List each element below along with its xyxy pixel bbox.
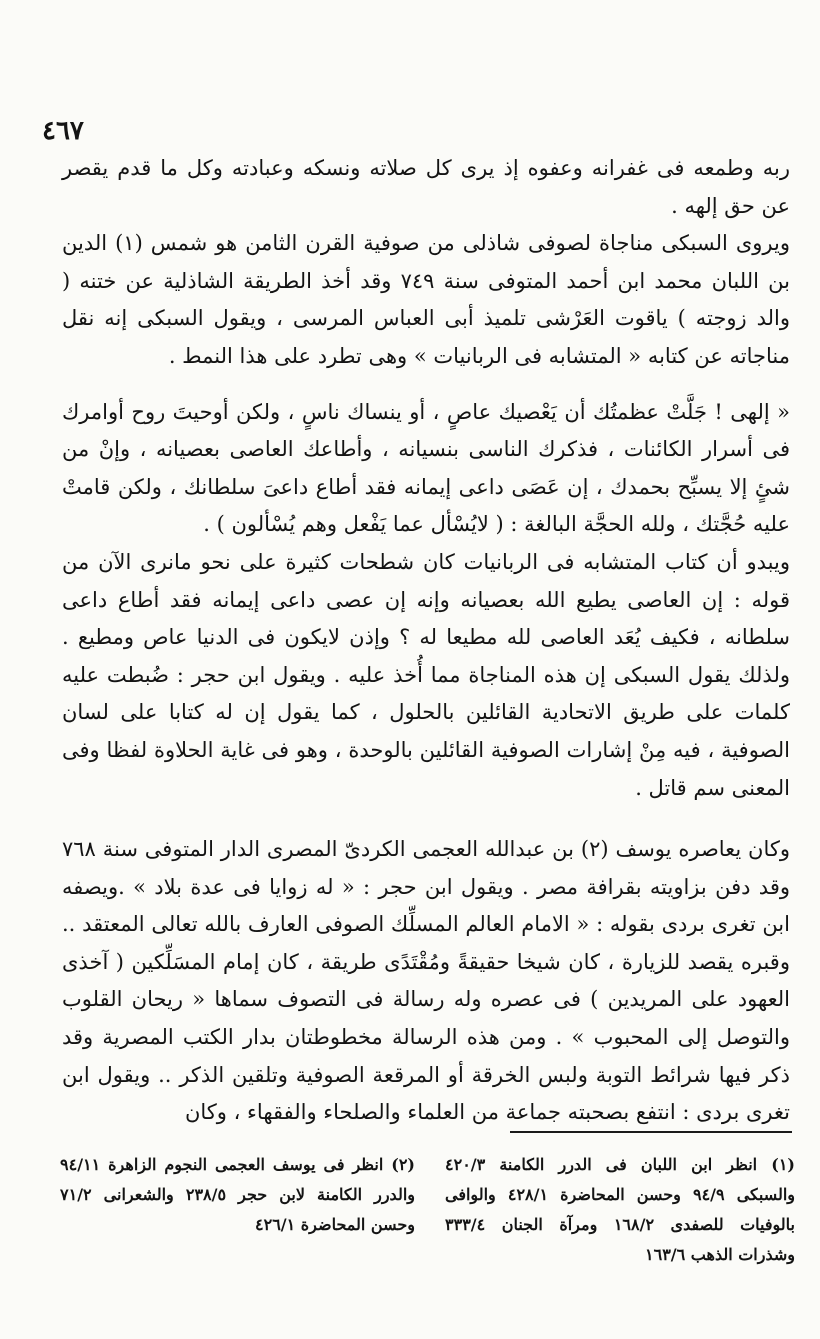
paragraph: « إلهى ! جَلَّتْ عظمتُك أن يَعْصيك عاصٍ ، أو ينساك ناسٍ ، ولكن أوحيتَ روح أوامرك فى أسرار الكائنات ، فذكرك الناسى بنسيانه ، وأطاعك العاصى بعصيانه ، وإنْ من شئٍ إلا يسبِّح بحمدك ، إن عَصَى داعى إيمانه فقد أطاع داعىَ سلطانك ، ولكن قامتْ عليه حُجَّتك ، ولله الحجَّة البالغة : ( لايُسْأل عما يَفْعل وهم يُسْألون ) .: [62, 399, 790, 537]
paragraph: وكان يعاصره يوسف (٢) بن عبدالله العجمى الكردىّ المصرى الدار المتوفى سنة ٧٦٨ وقد دفن بزاويته بقرافة مصر . ويقول ابن حجر : « له زوايا فى عدة بلاد » .ويصفه ابن تغرى بردى بقوله : « الامام العالم المسلِّك الصوفى العارف بالله تعالى المعتقد .. وقبره يقصد للزيارة ، كان شيخا حقيقةً ومُقْتَدًى طريقة ، كان إمام المسَلِّكين ( آخذى العهود على المريدين ) فى عصره وله رسالة فى التصوف سماها « ريحان القلوب والتوصل إلى المحبوب » . ومن هذه الرسالة مخطوطتان بدار الكتب المصرية وقد ذكر فيها شرائط التوبة ولبس الخرقة أو المرقعة الصوفية وتلقين الذكر .. ويقول ابن تغرى بردى : انتفع بصحبته جماعة من العلماء والصلحاء والفقهاء ، وكان: [62, 837, 791, 1125]
footnote-1: [445, 1150, 795, 1270]
main-text: [62, 150, 790, 1132]
paragraph: ربه وطمعه فى غفرانه وعفوه إذ يرى كل صلاته ونسكه وعبادته وكل ما قدم يقصر عن حق إلهه .: [62, 156, 790, 218]
footnote-2: [60, 1150, 415, 1240]
paragraph: ويروى السبكى مناجاة لصوفى شاذلى من صوفية القرن الثامن هو شمس (١) الدين بن اللبان محمد ابن أحمد المتوفى سنة ٧٤٩ وقد أخذ الطريقة الشاذلية عن ختنه ( والد زوجته ) ياقوت العَرْشى تلميذ أبى العباس المرسى ، ويقول السبكى إنه نقل مناجاته عن كتابه « المتشابه فى الربانيات » وهى تطرد على هذا النمط .: [62, 231, 790, 368]
footnote-divider: [510, 1131, 792, 1133]
footnote-text: (١) انظر ابن اللبان فى الدرر الكامنة ٤٢٠/٣ والسبكى ٩٤/٩ وحسن المحاضرة ٤٢٨/١ والوافى بالوفيات للصفدى ١٦٨/٢ ومرآة الجنان ٣٣٣/٤ وشذرات الذهب ١٦٣/٦: [445, 1155, 796, 1264]
footnote-text: (٢) انظر فى يوسف العجمى النجوم الزاهرة ٩٤/١١ والدرر الكامنة لابن حجر ٢٣٨/٥ والشعرانى ٧١/٢ وحسن المحاضرة ٤٢٦/١: [60, 1155, 415, 1234]
paragraph: ويبدو أن كتاب المتشابه فى الربانيات كان شطحات كثيرة على نحو مانرى الآن من قوله : إن العاصى يطيع الله بعصيانه وإنه إن عصى داعى إيمانه فقد أطاع داعى سلطانه ، فكيف يُعَد العاصى لله مطيعا له ؟ وإذن لايكون فى الدنيا عاص ومطيع . ولذلك يقول السبكى إن هذه المناجاة مما أُخذ عليه . ويقول ابن حجر : ضُبطت عليه كلمات على طريق الاتحادية القائلين بالحلول ، كما يقول إن له كتابا على لسان الصوفية ، فيه مِنْ إشارات الصوفية القائلين بالوحدة ، وهو فى غاية الحلاوة لفظا وفى المعنى سم قاتل .: [62, 549, 791, 800]
page-number: ٤٦٧: [42, 116, 84, 146]
